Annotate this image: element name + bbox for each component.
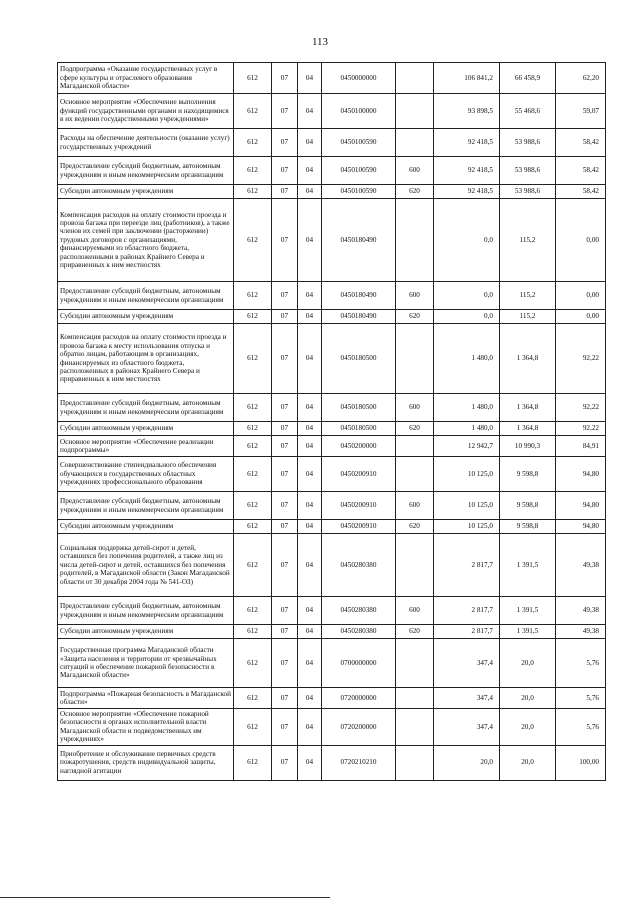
- table-row: [58, 94, 606, 129]
- row-name: Государственная программа Магаданской области «Защита населения и территории от чрезвычайных ситуаций и обеспечение пожарной безопасности в Магаданской области»: [58, 639, 234, 688]
- row-plan: 10 125,0: [434, 492, 500, 520]
- table-row: [58, 709, 606, 746]
- row-fact: 9 598,8: [500, 457, 556, 492]
- row-pct: 62,20: [556, 63, 606, 94]
- row-ved: 612: [234, 157, 272, 185]
- row-ved: 612: [234, 457, 272, 492]
- row-pct: 92,22: [556, 394, 606, 422]
- row-pr: 04: [298, 199, 322, 282]
- row-plan: 10 125,0: [434, 520, 500, 534]
- budget-table: [57, 62, 606, 781]
- row-csr: 0720000000: [322, 688, 396, 709]
- row-vr: 600: [396, 157, 434, 185]
- row-pct: 92,22: [556, 324, 606, 394]
- row-pr: 04: [298, 94, 322, 129]
- row-pct: 84,91: [556, 436, 606, 457]
- row-name: Приобретение и обслуживание первичных средств пожаротушения, средств индивидуальной защиты, наглядной агитации: [58, 745, 234, 780]
- row-vr: [396, 457, 434, 492]
- row-ved: 612: [234, 534, 272, 597]
- row-plan: 347,4: [434, 709, 500, 746]
- row-vr: 600: [396, 394, 434, 422]
- row-fact: 20,0: [500, 639, 556, 688]
- row-ved: 612: [234, 639, 272, 688]
- row-csr: 0450200910: [322, 457, 396, 492]
- row-fact: 115,2: [500, 199, 556, 282]
- row-vr: 600: [396, 597, 434, 625]
- row-plan: 347,4: [434, 688, 500, 709]
- row-plan: 1 480,0: [434, 324, 500, 394]
- row-plan: 347,4: [434, 639, 500, 688]
- row-pct: 0,00: [556, 282, 606, 310]
- row-ved: 612: [234, 185, 272, 199]
- row-csr: 0450280380: [322, 597, 396, 625]
- row-rz: 07: [272, 639, 298, 688]
- row-vr: [396, 436, 434, 457]
- row-pr: 04: [298, 129, 322, 157]
- row-fact: 115,2: [500, 282, 556, 310]
- row-pr: 04: [298, 688, 322, 709]
- row-vr: 620: [396, 625, 434, 639]
- row-csr: 0450200910: [322, 520, 396, 534]
- row-fact: 53 988,6: [500, 129, 556, 157]
- row-pct: 5,76: [556, 709, 606, 746]
- row-rz: 07: [272, 436, 298, 457]
- row-csr: 0450100590: [322, 185, 396, 199]
- row-ved: 612: [234, 597, 272, 625]
- row-rz: 07: [272, 310, 298, 324]
- row-rz: 07: [272, 625, 298, 639]
- row-vr: 620: [396, 422, 434, 436]
- row-plan: 92 418,5: [434, 185, 500, 199]
- row-vr: [396, 709, 434, 746]
- row-pr: 04: [298, 457, 322, 492]
- row-ved: 612: [234, 422, 272, 436]
- row-fact: 20,0: [500, 709, 556, 746]
- table-row: [58, 129, 606, 157]
- row-pr: 04: [298, 63, 322, 94]
- row-name: Основное мероприятие «Обеспечение пожарной безопасности в органах исполнительной власти Магаданской области и подведомственных им учреждениях»: [58, 709, 234, 746]
- row-name: Субсидии автономным учреждениям: [58, 625, 234, 639]
- row-plan: 93 898,5: [434, 94, 500, 129]
- row-fact: 20,0: [500, 745, 556, 780]
- row-fact: 10 990,3: [500, 436, 556, 457]
- row-fact: 1 391,5: [500, 534, 556, 597]
- row-vr: [396, 534, 434, 597]
- table-row: [58, 745, 606, 780]
- footer-rule: [0, 897, 330, 898]
- row-vr: 620: [396, 520, 434, 534]
- row-csr: 0450280380: [322, 534, 396, 597]
- row-pr: 04: [298, 639, 322, 688]
- row-plan: 0,0: [434, 310, 500, 324]
- row-vr: 600: [396, 282, 434, 310]
- row-ved: 612: [234, 63, 272, 94]
- table-row: [58, 688, 606, 709]
- row-pr: 04: [298, 745, 322, 780]
- row-csr: 0450280380: [322, 625, 396, 639]
- table-row: [58, 436, 606, 457]
- row-plan: 92 418,5: [434, 129, 500, 157]
- row-plan: 12 942,7: [434, 436, 500, 457]
- row-plan: 0,0: [434, 282, 500, 310]
- row-pct: 5,76: [556, 639, 606, 688]
- row-pct: 94,80: [556, 492, 606, 520]
- table-row: [58, 199, 606, 282]
- row-ved: 612: [234, 94, 272, 129]
- table-row: [58, 394, 606, 422]
- row-pct: 5,76: [556, 688, 606, 709]
- row-csr: 0720210210: [322, 745, 396, 780]
- row-rz: 07: [272, 688, 298, 709]
- row-vr: [396, 199, 434, 282]
- row-name: Социальная поддержка детей-сирот и детей, оставшихся без попечения родителей, а также лиц из числа детей-сирот и детей, оставшихся без попечения родителей, в Магаданской области (Закон Магаданской области от 30 декабря 2004 года № 541-ОЗ): [58, 534, 234, 597]
- row-pr: 04: [298, 492, 322, 520]
- row-name: Расходы на обеспечение деятельности (оказание услуг) государственных учреждений: [58, 129, 234, 157]
- row-pct: 49,38: [556, 625, 606, 639]
- row-pct: 59,07: [556, 94, 606, 129]
- row-pr: 04: [298, 436, 322, 457]
- row-fact: 20,0: [500, 688, 556, 709]
- row-csr: 0450180500: [322, 394, 396, 422]
- row-pct: 0,00: [556, 199, 606, 282]
- row-csr: 0720200000: [322, 709, 396, 746]
- row-name: Предоставление субсидий бюджетным, автономным учреждениям и иным некоммерческим организациям: [58, 492, 234, 520]
- row-pct: 58,42: [556, 129, 606, 157]
- row-rz: 07: [272, 129, 298, 157]
- row-name: Подпрограмма «Пожарная безопасность в Магаданской области»: [58, 688, 234, 709]
- row-plan: 92 418,5: [434, 157, 500, 185]
- row-name: Предоставление субсидий бюджетным, автономным учреждениям и иным некоммерческим организациям: [58, 597, 234, 625]
- row-rz: 07: [272, 492, 298, 520]
- row-pr: 04: [298, 422, 322, 436]
- row-csr: 0450200000: [322, 436, 396, 457]
- row-rz: 07: [272, 282, 298, 310]
- table-body: [58, 63, 606, 781]
- page-number: 113: [311, 36, 329, 48]
- table-row: [58, 520, 606, 534]
- table-row: [58, 492, 606, 520]
- row-pct: 58,42: [556, 157, 606, 185]
- row-name: Основное мероприятие «Обеспечение выполнения функций государственными органами и находящимися в их ведении государственными учреждениями»: [58, 94, 234, 129]
- row-pct: 94,80: [556, 457, 606, 492]
- table-row: [58, 422, 606, 436]
- row-plan: 10 125,0: [434, 457, 500, 492]
- row-fact: 1 364,8: [500, 422, 556, 436]
- row-name: Субсидии автономным учреждениям: [58, 310, 234, 324]
- row-ved: 612: [234, 688, 272, 709]
- row-pr: 04: [298, 157, 322, 185]
- row-csr: 0450180490: [322, 282, 396, 310]
- table-row: [58, 185, 606, 199]
- row-rz: 07: [272, 457, 298, 492]
- row-plan: 1 480,0: [434, 422, 500, 436]
- row-fact: 55 468,6: [500, 94, 556, 129]
- row-name: Предоставление субсидий бюджетным, автономным учреждениям и иным некоммерческим организациям: [58, 394, 234, 422]
- row-rz: 07: [272, 745, 298, 780]
- row-fact: 1 391,5: [500, 625, 556, 639]
- row-ved: 612: [234, 492, 272, 520]
- row-rz: 07: [272, 185, 298, 199]
- row-plan: 106 841,2: [434, 63, 500, 94]
- table-row: [58, 597, 606, 625]
- row-pct: 94,80: [556, 520, 606, 534]
- row-pct: 49,38: [556, 534, 606, 597]
- row-rz: 07: [272, 597, 298, 625]
- row-plan: 0,0: [434, 199, 500, 282]
- row-vr: [396, 324, 434, 394]
- row-name: Предоставление субсидий бюджетным, автономным учреждениям и иным некоммерческим организациям: [58, 157, 234, 185]
- row-plan: 2 817,7: [434, 597, 500, 625]
- row-pct: 58,42: [556, 185, 606, 199]
- table-row: [58, 157, 606, 185]
- row-pr: 04: [298, 310, 322, 324]
- row-ved: 612: [234, 625, 272, 639]
- row-csr: 0450100590: [322, 129, 396, 157]
- row-fact: 53 988,6: [500, 157, 556, 185]
- row-rz: 07: [272, 709, 298, 746]
- row-rz: 07: [272, 534, 298, 597]
- row-pr: 04: [298, 534, 322, 597]
- row-pct: 92,22: [556, 422, 606, 436]
- row-vr: [396, 63, 434, 94]
- table-row: [58, 457, 606, 492]
- row-csr: 0450200910: [322, 492, 396, 520]
- row-rz: 07: [272, 94, 298, 129]
- row-name: Подпрограмма «Оказание государственных услуг в сфере культуры и отраслевого образования Магаданской области»: [58, 63, 234, 94]
- row-ved: 612: [234, 520, 272, 534]
- row-vr: [396, 639, 434, 688]
- row-fact: 66 458,9: [500, 63, 556, 94]
- row-fact: 1 364,8: [500, 394, 556, 422]
- row-pct: 49,38: [556, 597, 606, 625]
- row-rz: 07: [272, 157, 298, 185]
- row-plan: 20,0: [434, 745, 500, 780]
- row-ved: 612: [234, 745, 272, 780]
- row-csr: 0450100000: [322, 94, 396, 129]
- row-name: Совершенствование стипендиального обеспечения обучающихся в государственных областных учреждениях профессионального образования: [58, 457, 234, 492]
- row-vr: 620: [396, 185, 434, 199]
- row-name: Субсидии автономным учреждениям: [58, 422, 234, 436]
- row-name: Компенсация расходов на оплату стоимости проезда и провоза багажа при переезде лиц (работников), а также членов их семей при заключении (расторжении) трудовых договоров с организациями, финансируемыми из областного бюджета, расположенными в районах Крайнего Севера и приравненных к ним местностях: [58, 199, 234, 282]
- row-vr: [396, 129, 434, 157]
- row-csr: 0450180490: [322, 199, 396, 282]
- row-pr: 04: [298, 597, 322, 625]
- row-name: Субсидии автономным учреждениям: [58, 520, 234, 534]
- row-fact: 53 988,6: [500, 185, 556, 199]
- row-fact: 9 598,8: [500, 520, 556, 534]
- row-ved: 612: [234, 709, 272, 746]
- row-csr: 0700000000: [322, 639, 396, 688]
- row-pr: 04: [298, 185, 322, 199]
- row-pct: 100,00: [556, 745, 606, 780]
- row-ved: 612: [234, 436, 272, 457]
- row-rz: 07: [272, 63, 298, 94]
- row-vr: 600: [396, 492, 434, 520]
- row-fact: 1 391,5: [500, 597, 556, 625]
- row-csr: 0450180500: [322, 422, 396, 436]
- row-name: Предоставление субсидий бюджетным, автономным учреждениям и иным некоммерческим организациям: [58, 282, 234, 310]
- row-pr: 04: [298, 394, 322, 422]
- row-pct: 0,00: [556, 310, 606, 324]
- row-vr: [396, 745, 434, 780]
- row-pr: 04: [298, 282, 322, 310]
- row-vr: [396, 94, 434, 129]
- row-ved: 612: [234, 282, 272, 310]
- row-ved: 612: [234, 310, 272, 324]
- row-rz: 07: [272, 520, 298, 534]
- row-rz: 07: [272, 199, 298, 282]
- row-ved: 612: [234, 199, 272, 282]
- row-pr: 04: [298, 709, 322, 746]
- row-csr: 0450180490: [322, 310, 396, 324]
- row-rz: 07: [272, 422, 298, 436]
- table-row: [58, 63, 606, 94]
- row-name: Компенсация расходов на оплату стоимости проезда и провоза багажа к месту использования отпуска и обратно лицам, работающим в организациях, финансируемых из областного бюджета, расположенных в районах Крайнего Севера и приравненных к ним местностях: [58, 324, 234, 394]
- row-rz: 07: [272, 324, 298, 394]
- row-plan: 2 817,7: [434, 625, 500, 639]
- row-pr: 04: [298, 520, 322, 534]
- row-csr: 0450180500: [322, 324, 396, 394]
- row-vr: [396, 688, 434, 709]
- row-vr: 620: [396, 310, 434, 324]
- table-row: [58, 625, 606, 639]
- row-rz: 07: [272, 394, 298, 422]
- row-name: Основное мероприятие «Обеспечение реализации подпрограммы»: [58, 436, 234, 457]
- row-fact: 115,2: [500, 310, 556, 324]
- table-row: [58, 324, 606, 394]
- row-ved: 612: [234, 394, 272, 422]
- row-name: Субсидии автономным учреждениям: [58, 185, 234, 199]
- table-row: [58, 639, 606, 688]
- row-plan: 1 480,0: [434, 394, 500, 422]
- row-pr: 04: [298, 324, 322, 394]
- row-ved: 612: [234, 129, 272, 157]
- table-row: [58, 310, 606, 324]
- row-plan: 2 817,7: [434, 534, 500, 597]
- row-fact: 1 364,8: [500, 324, 556, 394]
- row-ved: 612: [234, 324, 272, 394]
- row-fact: 9 598,8: [500, 492, 556, 520]
- table-row: [58, 534, 606, 597]
- row-csr: 0450100590: [322, 157, 396, 185]
- row-csr: 0450000000: [322, 63, 396, 94]
- table-row: [58, 282, 606, 310]
- row-pr: 04: [298, 625, 322, 639]
